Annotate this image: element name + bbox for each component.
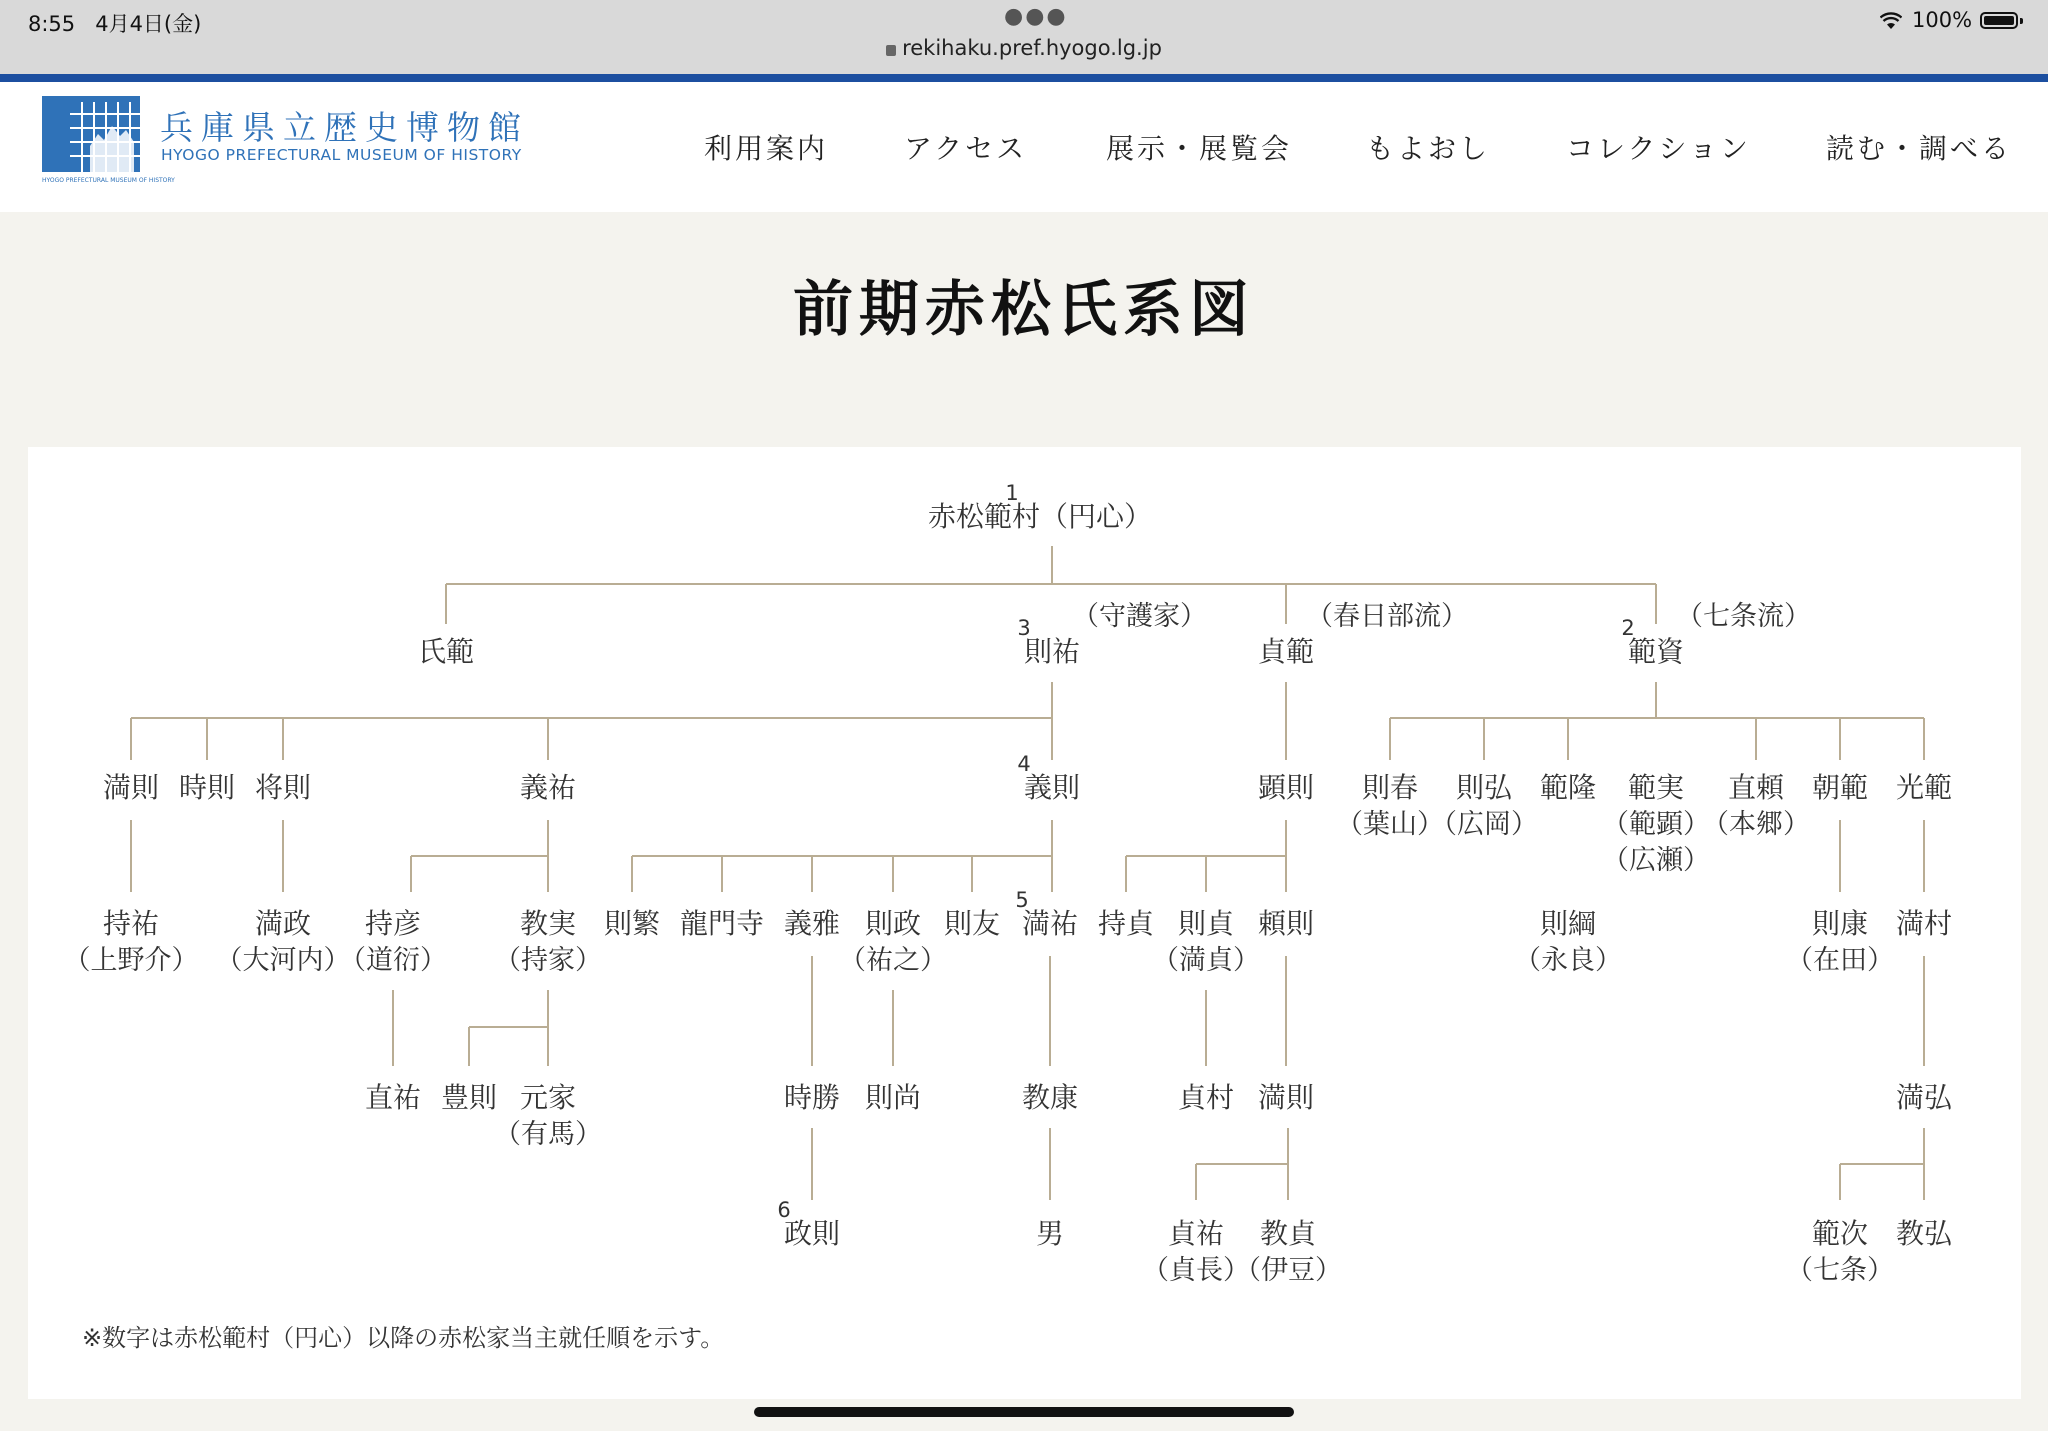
lock-icon <box>886 45 896 56</box>
member-name: 将則 <box>254 771 312 804</box>
battery-tip <box>2020 18 2023 24</box>
battery-percent: 100% <box>1912 8 1973 32</box>
site-header <box>0 82 2048 212</box>
member-name: 則政 <box>864 907 922 940</box>
header-accent-bar <box>0 74 2048 82</box>
member-name: 持貞 <box>1097 907 1155 940</box>
member-name: 時勝 <box>783 1081 841 1114</box>
member-alias: （本郷） <box>1702 809 1810 840</box>
wifi-icon <box>1880 12 1902 30</box>
member-name: 男 <box>1035 1217 1065 1250</box>
branch-label: （春日部流） <box>1306 601 1468 632</box>
member-alias: （伊豆） <box>1234 1255 1342 1286</box>
member-name: 範実 <box>1627 771 1685 804</box>
branch-label: （守護家） <box>1072 601 1207 632</box>
genealogy-panel <box>28 447 2021 1399</box>
member-name: 豊則 <box>440 1081 498 1114</box>
member-name: 持祐 <box>102 907 160 940</box>
genealogy-tree <box>28 447 2021 1399</box>
succession-number: 3 <box>1017 616 1031 640</box>
member-name: 範次 <box>1811 1217 1869 1250</box>
member-name: 教弘 <box>1895 1217 1953 1250</box>
member-name: 範資 <box>1627 635 1685 668</box>
member-name: 直頼 <box>1727 771 1785 804</box>
page-title: 前期赤松氏系図 <box>793 275 1255 345</box>
member-name: 貞祐 <box>1167 1217 1225 1250</box>
succession-number: 4 <box>1017 752 1031 776</box>
member-alias: （広瀬） <box>1602 845 1710 876</box>
member-name: 貞村 <box>1177 1081 1235 1114</box>
succession-number: 6 <box>777 1198 791 1222</box>
member-name: 義雅 <box>783 907 841 940</box>
member-name: 教康 <box>1021 1081 1079 1114</box>
logo-english-name[interactable]: HYOGO PREFECTURAL MUSEUM OF HISTORY <box>161 146 522 164</box>
member-name: 龍門寺 <box>679 907 765 940</box>
member-name: 満政 <box>254 907 312 940</box>
nav-item-usage[interactable]: 利用案内 <box>704 132 829 165</box>
status-time: 8:55 4月4日(金) <box>28 12 202 36</box>
member-name: 頼則 <box>1257 907 1315 940</box>
member-name: 義則 <box>1023 771 1081 804</box>
member-alias: （上野介） <box>63 945 199 976</box>
member-alias: （葉山） <box>1336 809 1444 840</box>
branch-label: （七条流） <box>1676 601 1811 632</box>
member-name: 直祐 <box>364 1081 422 1114</box>
member-name: 朝範 <box>1811 771 1869 804</box>
status-bar <box>0 0 2048 74</box>
home-indicator[interactable] <box>754 1407 1294 1417</box>
member-name: 顕則 <box>1257 771 1315 804</box>
member-alias: （持家） <box>494 945 602 976</box>
logo-tiny-text: HYOGO PREFECTURAL MUSEUM OF HISTORY <box>42 177 175 184</box>
member-name: 満村 <box>1895 907 1953 940</box>
member-alias: （道衍） <box>339 945 447 976</box>
member-name: 則繁 <box>603 907 661 940</box>
battery-icon <box>1980 12 2018 29</box>
member-name: 持彦 <box>364 907 422 940</box>
member-name: 教貞 <box>1259 1217 1317 1250</box>
member-name: 氏範 <box>417 635 475 668</box>
member-name: 時則 <box>178 771 236 804</box>
member-name: 光範 <box>1895 771 1953 804</box>
member-alias: （範顕） <box>1602 809 1710 840</box>
member-name: 義祐 <box>519 771 577 804</box>
member-name: 則尚 <box>864 1081 922 1114</box>
footnote: ※数字は赤松範村（円心）以降の赤松家当主就任順を示す。 <box>82 1324 725 1352</box>
member-alias: （広岡） <box>1430 809 1538 840</box>
member-name: 満弘 <box>1895 1081 1953 1114</box>
succession-number: 1 <box>1005 481 1019 505</box>
nav-item-access[interactable]: アクセス <box>904 132 1028 165</box>
member-name: 範隆 <box>1539 771 1597 804</box>
logo-japanese-name[interactable]: 兵庫県立歴史博物館 <box>160 108 529 147</box>
museum-logo-icon[interactable] <box>42 96 140 172</box>
member-alias: （大河内） <box>215 945 351 976</box>
member-name: 則友 <box>943 907 1001 940</box>
nav-item-research[interactable]: 読む・調べる <box>1826 132 2013 165</box>
tab-menu-dots-icon[interactable]: ●●● <box>1004 4 1068 29</box>
succession-number: 5 <box>1015 888 1029 912</box>
member-name: 則綱 <box>1539 907 1597 940</box>
member-name: 則貞 <box>1177 907 1235 940</box>
member-name: 満祐 <box>1021 907 1079 940</box>
succession-number: 2 <box>1621 616 1635 640</box>
nav-item-collection[interactable]: コレクション <box>1566 132 1751 165</box>
member-alias: （祐之） <box>839 945 947 976</box>
member-name: 教実 <box>519 907 577 940</box>
member-name: 満則 <box>102 771 160 804</box>
member-alias: （在田） <box>1786 945 1894 976</box>
member-alias: （有馬） <box>494 1119 602 1150</box>
member-name: 則康 <box>1811 907 1869 940</box>
member-name: 元家 <box>519 1081 577 1114</box>
nav-item-exhibitions[interactable]: 展示・展覧会 <box>1106 132 1293 165</box>
member-name: 満則 <box>1257 1081 1315 1114</box>
member-alias: （七条） <box>1786 1255 1894 1286</box>
url-text: rekihaku.pref.hyogo.lg.jp <box>902 36 1162 60</box>
member-alias: （永良） <box>1514 945 1622 976</box>
member-name: 則春 <box>1361 771 1419 804</box>
member-alias: （貞長） <box>1142 1255 1250 1286</box>
member-alias: （満貞） <box>1152 945 1260 976</box>
address-bar[interactable] <box>0 36 2048 60</box>
nav-item-events[interactable]: もよおし <box>1366 132 1491 165</box>
member-name: 則祐 <box>1023 635 1081 668</box>
member-name: 則弘 <box>1455 771 1513 804</box>
member-name: 貞範 <box>1257 635 1315 668</box>
member-name: 政則 <box>783 1217 841 1250</box>
member-name: 赤松範村（円心） <box>927 500 1153 533</box>
